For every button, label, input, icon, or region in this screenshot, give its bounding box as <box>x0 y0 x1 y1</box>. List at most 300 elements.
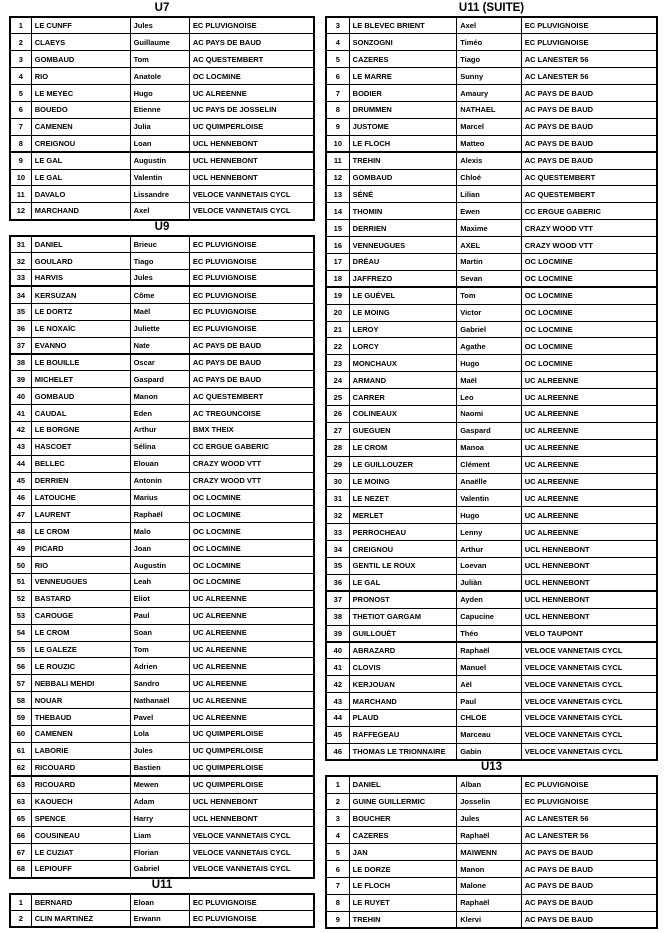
rider-last-name: LE FLOCH <box>349 878 457 895</box>
rider-club: UC ALREENNE <box>189 658 314 675</box>
rider-last-name: CAMENEN <box>31 726 130 743</box>
rider-first-name: Adrien <box>130 658 189 675</box>
rider-first-name: Loevan <box>457 558 522 575</box>
rider-row <box>10 354 314 371</box>
rider-number: 53 <box>10 607 31 624</box>
rider-club: OC LOCMINE <box>189 523 314 540</box>
rider-first-name: Pavel <box>130 709 189 726</box>
rider-first-name: Etienne <box>130 101 189 118</box>
rider-number: 58 <box>10 692 31 709</box>
rider-first-name: Victor <box>457 304 522 321</box>
rider-last-name: LAURENT <box>31 506 130 523</box>
rider-number: 3 <box>326 17 349 34</box>
rider-last-name: LORCY <box>349 338 457 355</box>
rider-club: BMX THEIX <box>189 421 314 438</box>
rider-row <box>10 17 314 34</box>
rider-last-name: GOMBAUD <box>31 51 130 68</box>
rider-first-name: Guillaume <box>130 34 189 51</box>
rider-number: 35 <box>10 303 31 320</box>
rider-club: EC PLUVIGNOISE <box>521 17 657 34</box>
rider-number: 37 <box>326 591 349 608</box>
rider-last-name: DERRIEN <box>31 472 130 489</box>
rider-first-name: Malo <box>130 523 189 540</box>
rider-row <box>326 51 657 68</box>
rider-club: OC LOCMINE <box>189 506 314 523</box>
rider-first-name: Loan <box>130 135 189 152</box>
rider-row <box>326 827 657 844</box>
rider-row <box>326 422 657 439</box>
rider-number: 45 <box>10 472 31 489</box>
rider-last-name: SPENCE <box>31 810 130 827</box>
rider-last-name: CAROUGE <box>31 607 130 624</box>
category-section <box>9 2 315 221</box>
rider-club: OC LOCMINE <box>521 287 657 304</box>
rider-last-name: LE GUILLOUZER <box>349 456 457 473</box>
rider-row <box>326 574 657 591</box>
rider-first-name: Arthur <box>457 541 522 558</box>
rider-row <box>326 659 657 676</box>
rider-club: CRAZY WOOD VTT <box>521 237 657 254</box>
rider-number: 42 <box>326 676 349 693</box>
rider-last-name: CAMENEN <box>31 118 130 135</box>
rider-first-name: Aël <box>457 676 522 693</box>
rider-first-name: Maël <box>130 303 189 320</box>
rider-first-name: Gabin <box>457 743 522 760</box>
rider-last-name: MARCHAND <box>349 693 457 710</box>
rider-club: VELOCE VANNETAIS CYCL <box>189 861 314 878</box>
rider-row <box>326 270 657 287</box>
rider-club: AC LANESTER 56 <box>521 810 657 827</box>
rider-last-name: LE CUNFF <box>31 17 130 34</box>
rider-last-name: KERSUZAN <box>31 286 130 303</box>
rider-number: 14 <box>326 203 349 220</box>
rider-first-name: Paul <box>130 607 189 624</box>
rider-last-name: MARCHAND <box>31 203 130 220</box>
rider-club: UC QUIMPERLOISE <box>189 776 314 793</box>
rider-first-name: Gabriel <box>130 861 189 878</box>
rider-first-name: Axel <box>457 17 522 34</box>
rider-club: EC PLUVIGNOISE <box>189 17 314 34</box>
rider-club: OC LOCMINE <box>189 574 314 591</box>
rider-row <box>326 710 657 727</box>
rider-first-name: Tom <box>130 641 189 658</box>
rider-row <box>10 742 314 759</box>
rider-first-name: Lilian <box>457 186 522 203</box>
rider-row <box>326 203 657 220</box>
rider-first-name: Marceau <box>457 726 522 743</box>
rider-club: UCL HENNEBONT <box>521 558 657 575</box>
rider-first-name: Adam <box>130 793 189 810</box>
rider-first-name: Sandro <box>130 675 189 692</box>
rider-number: 29 <box>326 456 349 473</box>
rider-row <box>326 456 657 473</box>
rider-last-name: EVANNO <box>31 337 130 354</box>
rider-number: 55 <box>10 641 31 658</box>
rider-number: 38 <box>10 354 31 371</box>
rider-first-name: Joan <box>130 540 189 557</box>
rider-club: EC PLUVIGNOISE <box>189 303 314 320</box>
rider-number: 39 <box>10 371 31 388</box>
rider-first-name: Agathe <box>457 338 522 355</box>
rider-first-name: Florian <box>130 844 189 861</box>
rider-number: 9 <box>326 911 349 928</box>
rider-number: 40 <box>326 642 349 659</box>
rider-last-name: DRÉAU <box>349 253 457 270</box>
rider-club: AC TREGUNCOISE <box>189 405 314 422</box>
rider-club: VELOCE VANNETAIS CYCL <box>189 186 314 203</box>
rider-number: 44 <box>10 455 31 472</box>
rider-number: 42 <box>10 421 31 438</box>
rider-row <box>10 759 314 776</box>
rider-row <box>326 17 657 34</box>
rider-row <box>326 68 657 85</box>
rider-first-name: NATHAEL <box>457 101 522 118</box>
rider-number: 52 <box>10 590 31 607</box>
rider-row <box>326 541 657 558</box>
rider-first-name: Jules <box>457 810 522 827</box>
rider-number: 48 <box>10 523 31 540</box>
rider-row <box>10 726 314 743</box>
rider-first-name: Raphaël <box>130 506 189 523</box>
rider-number: 34 <box>326 541 349 558</box>
rider-club: UCL HENNEBONT <box>189 135 314 152</box>
rider-last-name: RIO <box>31 557 130 574</box>
rider-club: UC ALREENNE <box>521 473 657 490</box>
rider-last-name: ABRAZARD <box>349 642 457 659</box>
rider-last-name: LE BOUILLE <box>31 354 130 371</box>
rider-number: 21 <box>326 321 349 338</box>
rider-club: UCL HENNEBONT <box>521 541 657 558</box>
rider-first-name: Manon <box>457 861 522 878</box>
rider-number: 2 <box>326 793 349 810</box>
rider-number: 12 <box>326 169 349 186</box>
rider-club: EC PLUVIGNOISE <box>189 269 314 286</box>
rider-number: 32 <box>326 507 349 524</box>
rider-row <box>326 676 657 693</box>
rider-row <box>10 607 314 624</box>
rider-first-name: Marius <box>130 489 189 506</box>
rider-last-name: BERNARD <box>31 894 130 911</box>
rider-number: 24 <box>326 372 349 389</box>
rider-last-name: THOMIN <box>349 203 457 220</box>
rider-last-name: DANIEL <box>31 236 130 253</box>
rider-last-name: LABORIE <box>31 742 130 759</box>
rider-row <box>10 152 314 169</box>
rider-club: CC ERGUE GABERIC <box>521 203 657 220</box>
rider-number: 62 <box>10 759 31 776</box>
rider-number: 16 <box>326 237 349 254</box>
rider-number: 33 <box>10 269 31 286</box>
rider-club: OC LOCMINE <box>521 338 657 355</box>
rider-club: VELOCE VANNETAIS CYCL <box>521 710 657 727</box>
rider-last-name: LE BORGNE <box>31 421 130 438</box>
rider-first-name: Lissandre <box>130 186 189 203</box>
rider-number: 23 <box>326 355 349 372</box>
rider-last-name: HASCOET <box>31 438 130 455</box>
rider-row <box>326 405 657 422</box>
rider-club: AC PAYS DE BAUD <box>521 861 657 878</box>
rider-number: 4 <box>326 827 349 844</box>
rider-last-name: GUINE GUILLERMIC <box>349 793 457 810</box>
rider-first-name: Leah <box>130 574 189 591</box>
rider-number: 41 <box>326 659 349 676</box>
section-title-u9: U9 <box>154 220 170 233</box>
rider-first-name: Soan <box>130 624 189 641</box>
rider-first-name: Manon <box>130 388 189 405</box>
rider-club: UC ALREENNE <box>189 692 314 709</box>
rider-row <box>10 286 314 303</box>
rider-club: VELOCE VANNETAIS CYCL <box>521 676 657 693</box>
rider-number: 38 <box>326 608 349 625</box>
rider-last-name: VENNEUGUES <box>31 574 130 591</box>
rider-last-name: TREHIN <box>349 152 457 169</box>
rider-number: 30 <box>326 473 349 490</box>
rider-club: OC LOCMINE <box>189 489 314 506</box>
rider-last-name: LATOUCHE <box>31 489 130 506</box>
rider-first-name: Anaëlle <box>457 473 522 490</box>
rider-number: 51 <box>10 574 31 591</box>
rider-club: UC QUIMPERLOISE <box>189 726 314 743</box>
rider-club: OC LOCMINE <box>521 355 657 372</box>
rider-club: AC PAYS DE BAUD <box>521 844 657 861</box>
rider-club: UCL HENNEBONT <box>521 591 657 608</box>
rider-number: 2 <box>10 910 31 927</box>
rider-number: 5 <box>10 85 31 102</box>
rider-last-name: LE BLEVEC BRIENT <box>349 17 457 34</box>
rider-row <box>10 85 314 102</box>
rider-last-name: JUSTOME <box>349 118 457 135</box>
rider-club: VELOCE VANNETAIS CYCL <box>189 203 314 220</box>
rider-club: EC PLUVIGNOISE <box>189 236 314 253</box>
rider-number: 46 <box>326 743 349 760</box>
rider-row <box>10 894 314 911</box>
rider-last-name: CAUDAL <box>31 405 130 422</box>
rider-club: VELO TAUPONT <box>521 625 657 642</box>
rider-row <box>326 372 657 389</box>
rider-last-name: PERROCHEAU <box>349 524 457 541</box>
rider-last-name: LE CROM <box>31 523 130 540</box>
rider-first-name: Tiago <box>457 51 522 68</box>
rider-club: AC PAYS DE BAUD <box>189 34 314 51</box>
rider-row <box>326 726 657 743</box>
rider-number: 6 <box>326 68 349 85</box>
rider-club: OC LOCMINE <box>189 557 314 574</box>
rider-last-name: GUEGUEN <box>349 422 457 439</box>
rider-number: 35 <box>326 558 349 575</box>
rider-club: EC PLUVIGNOISE <box>189 320 314 337</box>
rider-row <box>10 337 314 354</box>
rider-number: 1 <box>10 894 31 911</box>
rider-first-name: MAIWENN <box>457 844 522 861</box>
rider-number: 43 <box>326 693 349 710</box>
rider-club: EC PLUVIGNOISE <box>189 253 314 270</box>
rider-club: VELOCE VANNETAIS CYCL <box>521 659 657 676</box>
rider-club: UC ALREENNE <box>189 624 314 641</box>
rider-first-name: Eden <box>130 405 189 422</box>
rider-row <box>10 641 314 658</box>
rider-club: UC ALREENNE <box>521 422 657 439</box>
rider-club: CRAZY WOOD VTT <box>521 220 657 237</box>
rider-club: AC QUESTEMBERT <box>521 186 657 203</box>
rider-row <box>10 675 314 692</box>
rider-club: OC LOCMINE <box>521 321 657 338</box>
rider-number: 17 <box>326 253 349 270</box>
rider-row <box>10 34 314 51</box>
rider-last-name: LE NOXAÏC <box>31 320 130 337</box>
rider-row <box>10 624 314 641</box>
rider-number: 54 <box>10 624 31 641</box>
rider-number: 8 <box>326 894 349 911</box>
rider-club: UC ALREENNE <box>189 590 314 607</box>
rider-row <box>10 590 314 607</box>
rider-row <box>326 439 657 456</box>
rider-last-name: BODIER <box>349 85 457 102</box>
rider-row <box>326 220 657 237</box>
rider-row <box>326 490 657 507</box>
rider-first-name: Gaspard <box>130 371 189 388</box>
rider-number: 63 <box>10 776 31 793</box>
rider-number: 2 <box>10 34 31 51</box>
rider-number: 50 <box>10 557 31 574</box>
rider-first-name: Anatole <box>130 68 189 85</box>
rider-number: 31 <box>326 490 349 507</box>
rider-club: OC LOCMINE <box>521 304 657 321</box>
rider-last-name: CAZERES <box>349 827 457 844</box>
rider-row <box>10 574 314 591</box>
rider-first-name: Arthur <box>130 421 189 438</box>
rider-last-name: BOUCHER <box>349 810 457 827</box>
rider-last-name: GOMBAUD <box>31 388 130 405</box>
rider-row <box>10 557 314 574</box>
rider-row <box>326 861 657 878</box>
rider-club: OC LOCMINE <box>521 253 657 270</box>
rider-first-name: Valentin <box>130 169 189 186</box>
rider-club: EC PLUVIGNOISE <box>521 34 657 51</box>
rider-last-name: LEROY <box>349 321 457 338</box>
rider-number: 26 <box>326 405 349 422</box>
rider-last-name: ARMAND <box>349 372 457 389</box>
rider-first-name: Antonin <box>130 472 189 489</box>
riders-table <box>325 16 658 761</box>
rider-number: 60 <box>10 726 31 743</box>
rider-number: 32 <box>10 253 31 270</box>
section-title-u13: U13 <box>480 761 503 774</box>
rider-number: 68 <box>10 861 31 878</box>
rider-first-name: Nathanaël <box>130 692 189 709</box>
rider-row <box>326 507 657 524</box>
rider-club: VELOCE VANNETAIS CYCL <box>521 726 657 743</box>
rider-last-name: TREHIN <box>349 911 457 928</box>
rider-row <box>326 101 657 118</box>
rider-first-name: Bastien <box>130 759 189 776</box>
rider-club: UC QUIMPERLOISE <box>189 118 314 135</box>
rider-last-name: RICOUARD <box>31 759 130 776</box>
rider-club: UCL HENNEBONT <box>189 169 314 186</box>
rider-first-name: Harry <box>130 810 189 827</box>
rider-row <box>326 911 657 928</box>
rider-number: 27 <box>326 422 349 439</box>
rider-first-name: Hugo <box>457 355 522 372</box>
rider-first-name: Ayden <box>457 591 522 608</box>
rider-number: 4 <box>10 68 31 85</box>
rider-first-name: Leo <box>457 389 522 406</box>
rider-last-name: KAOUECH <box>31 793 130 810</box>
rider-club: AC PAYS DE BAUD <box>521 135 657 152</box>
section-title-u7: U7 <box>154 2 170 14</box>
rider-number: 39 <box>326 625 349 642</box>
rider-last-name: NEBBALI MEHDI <box>31 675 130 692</box>
rider-last-name: SONZOGNI <box>349 34 457 51</box>
right-column <box>325 2 658 929</box>
rider-row <box>326 389 657 406</box>
rider-last-name: THETIOT GARGAM <box>349 608 457 625</box>
rider-row <box>10 844 314 861</box>
rider-first-name: Raphaël <box>457 894 522 911</box>
rider-row <box>326 338 657 355</box>
rider-number: 11 <box>10 186 31 203</box>
rider-club: EC PLUVIGNOISE <box>189 910 314 927</box>
rider-row <box>326 135 657 152</box>
rider-row <box>326 253 657 270</box>
rider-number: 13 <box>326 186 349 203</box>
rider-row <box>10 489 314 506</box>
rider-row <box>326 693 657 710</box>
rider-club: AC PAYS DE BAUD <box>189 371 314 388</box>
rider-number: 37 <box>10 337 31 354</box>
rider-number: 41 <box>10 405 31 422</box>
rider-row <box>10 405 314 422</box>
rider-number: 15 <box>326 220 349 237</box>
rider-first-name: Clément <box>457 456 522 473</box>
rider-last-name: CLOVIS <box>349 659 457 676</box>
rider-first-name: Marcel <box>457 118 522 135</box>
rider-row <box>10 827 314 844</box>
rider-number: 10 <box>10 169 31 186</box>
rider-row <box>10 253 314 270</box>
rider-club: UC QUIMPERLOISE <box>189 759 314 776</box>
rider-number: 56 <box>10 658 31 675</box>
rider-row <box>10 506 314 523</box>
rider-last-name: THEBAUD <box>31 709 130 726</box>
rider-club: UC ALREENNE <box>189 709 314 726</box>
rider-last-name: LE GUÉVEL <box>349 287 457 304</box>
rider-row <box>10 118 314 135</box>
rider-number: 11 <box>326 152 349 169</box>
rider-club: AC LANESTER 56 <box>521 68 657 85</box>
rider-club: EC PLUVIGNOISE <box>521 776 657 793</box>
rider-number: 19 <box>326 287 349 304</box>
rider-club: UC ALREENNE <box>521 405 657 422</box>
rider-row <box>326 810 657 827</box>
rider-last-name: GENTIL LE ROUX <box>349 558 457 575</box>
rider-first-name: Valentin <box>457 490 522 507</box>
riders-table <box>9 235 315 879</box>
rider-last-name: LEPIOUFF <box>31 861 130 878</box>
rider-row <box>326 743 657 760</box>
rider-row <box>10 236 314 253</box>
rider-first-name: Alexis <box>457 152 522 169</box>
rider-row <box>326 304 657 321</box>
rider-row <box>326 642 657 659</box>
rider-first-name: Ewen <box>457 203 522 220</box>
rider-last-name: LE GAL <box>31 152 130 169</box>
rider-last-name: RAFFEGEAU <box>349 726 457 743</box>
rider-last-name: BASTARD <box>31 590 130 607</box>
rider-first-name: Martin <box>457 253 522 270</box>
rider-last-name: BELLEC <box>31 455 130 472</box>
rider-last-name: LE GALEZE <box>31 641 130 658</box>
riders-table <box>9 16 315 221</box>
